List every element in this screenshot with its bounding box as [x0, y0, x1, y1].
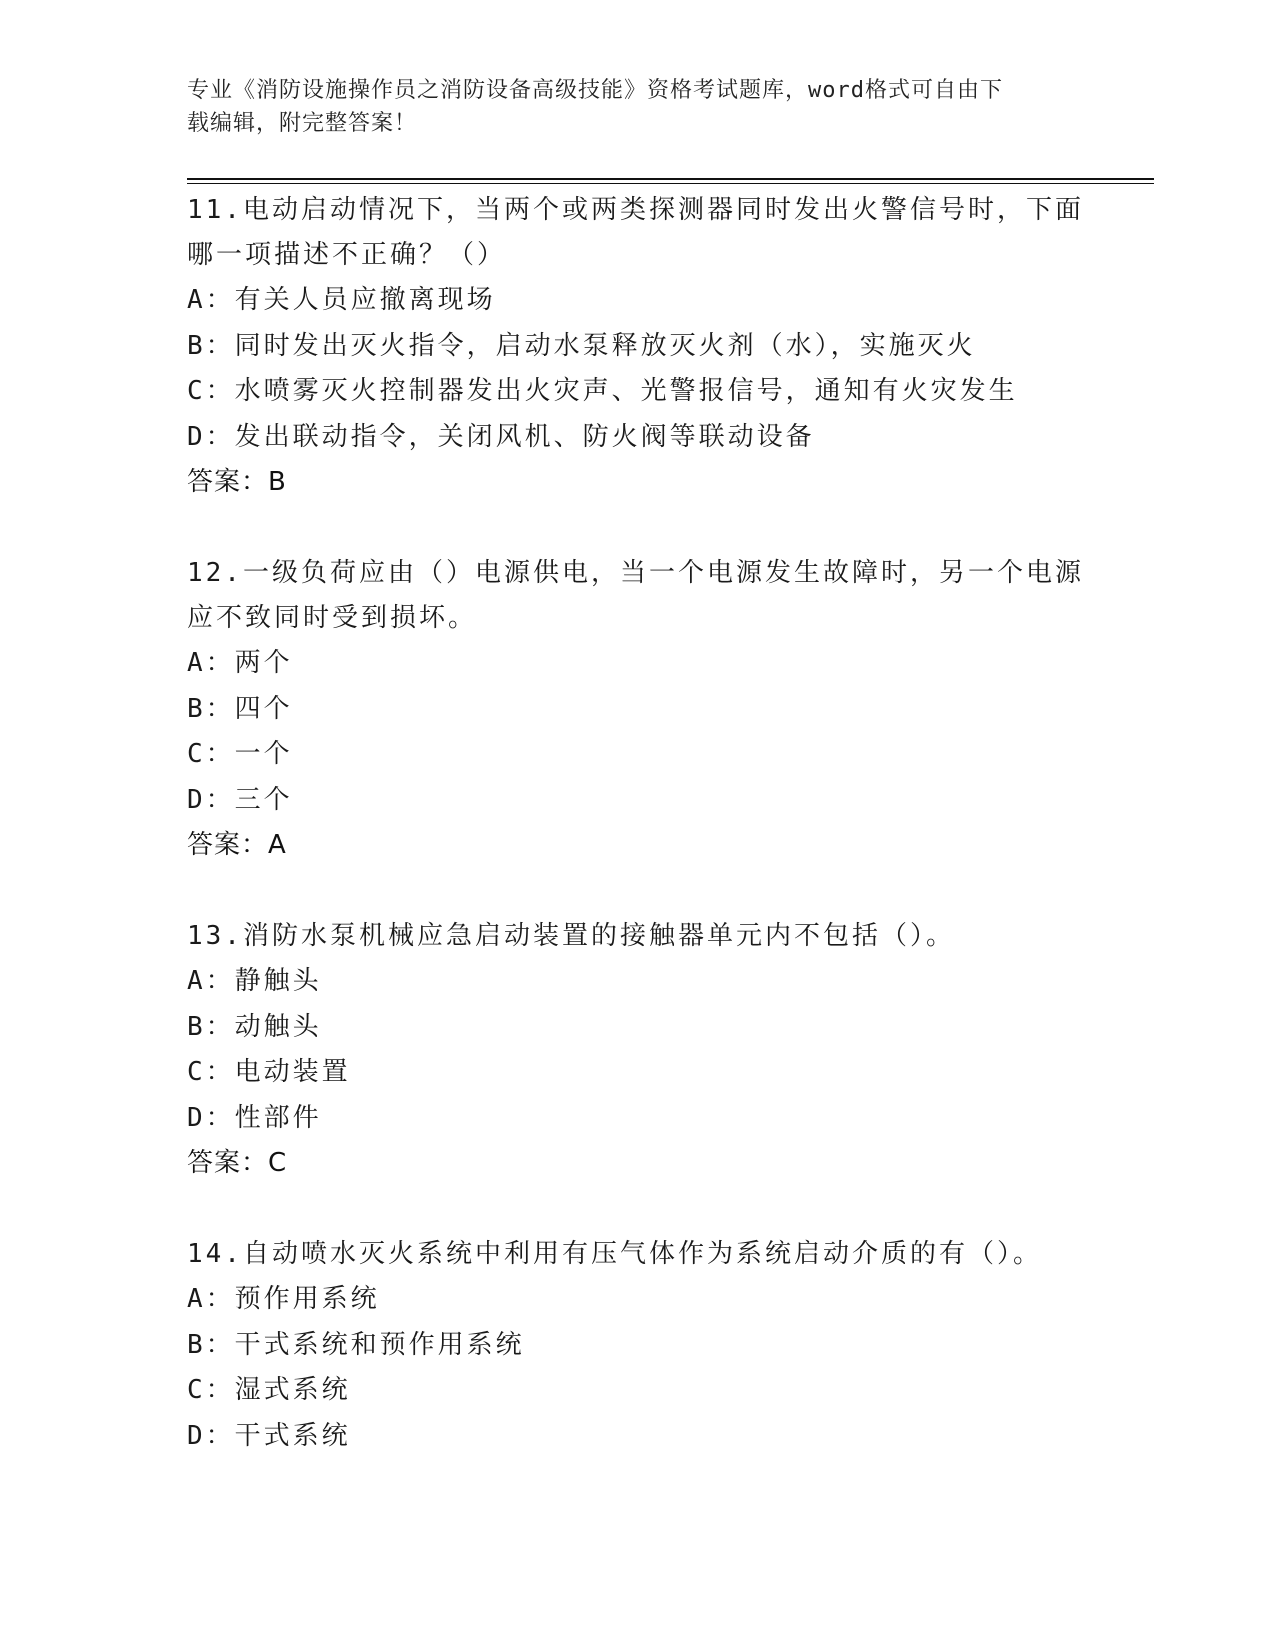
question-stem-line-1: 11.电动启动情况下，当两个或两类探测器同时发出火警信号时，下面 — [187, 195, 1084, 225]
header-divider-thin — [187, 183, 1154, 184]
question-stem — [187, 188, 1087, 278]
option-a: A：预作用系统 — [187, 1284, 380, 1314]
option-b: B：同时发出灭火指令，启动水泵释放灭火剂（水），实施灭火 — [187, 330, 976, 361]
question-stem — [187, 551, 1087, 641]
option-d: D：性部件 — [187, 1102, 322, 1133]
option-d: D：干式系统 — [187, 1420, 351, 1451]
question-stem — [187, 1232, 1087, 1277]
question-stem — [187, 914, 1087, 959]
header-line-2: 载编辑，附完整答案！ — [187, 111, 418, 136]
option-c: C：湿式系统 — [187, 1375, 351, 1405]
option-b: B：四个 — [187, 693, 293, 724]
question-list — [187, 188, 1087, 1505]
document-header — [187, 74, 1067, 140]
header-divider-thick — [187, 178, 1154, 180]
option-a: A：有关人员应撤离现场 — [187, 285, 496, 315]
question-14 — [187, 1232, 1087, 1459]
question-stem-line-1: 14.自动喷水灭火系统中利用有压气体作为系统启动介质的有（）。 — [187, 1239, 1042, 1269]
question-11 — [187, 188, 1087, 505]
question-stem-line-1: 13.消防水泵机械应急启动装置的接触器单元内不包括（）。 — [187, 921, 955, 951]
answer: 答案：C — [187, 1148, 288, 1178]
option-c: C：电动装置 — [187, 1057, 351, 1087]
option-c: C：水喷雾灭火控制器发出火灾声、光警报信号，通知有火灾发生 — [187, 376, 1018, 406]
question-stem-line-2: 哪一项描述不正确？（） — [187, 240, 507, 270]
option-d: D：发出联动指令，关闭风机、防火阀等联动设备 — [187, 421, 815, 452]
answer: 答案：A — [187, 830, 287, 860]
option-b: B：动触头 — [187, 1011, 322, 1042]
answer: 答案：B — [187, 467, 287, 497]
question-12 — [187, 551, 1087, 868]
option-a: A：静触头 — [187, 966, 322, 996]
header-line-1: 专业《消防设施操作员之消防设备高级技能》资格考试题库，word格式可自由下 — [187, 78, 1003, 103]
option-a: A：两个 — [187, 648, 293, 678]
option-d: D：三个 — [187, 784, 293, 815]
option-c: C：一个 — [187, 739, 293, 769]
question-stem-line-2: 应不致同时受到损坏。 — [187, 603, 478, 633]
question-stem-line-1: 12.一级负荷应由（）电源供电，当一个电源发生故障时，另一个电源 — [187, 558, 1084, 588]
question-13 — [187, 914, 1087, 1186]
option-b: B：干式系统和预作用系统 — [187, 1329, 525, 1360]
